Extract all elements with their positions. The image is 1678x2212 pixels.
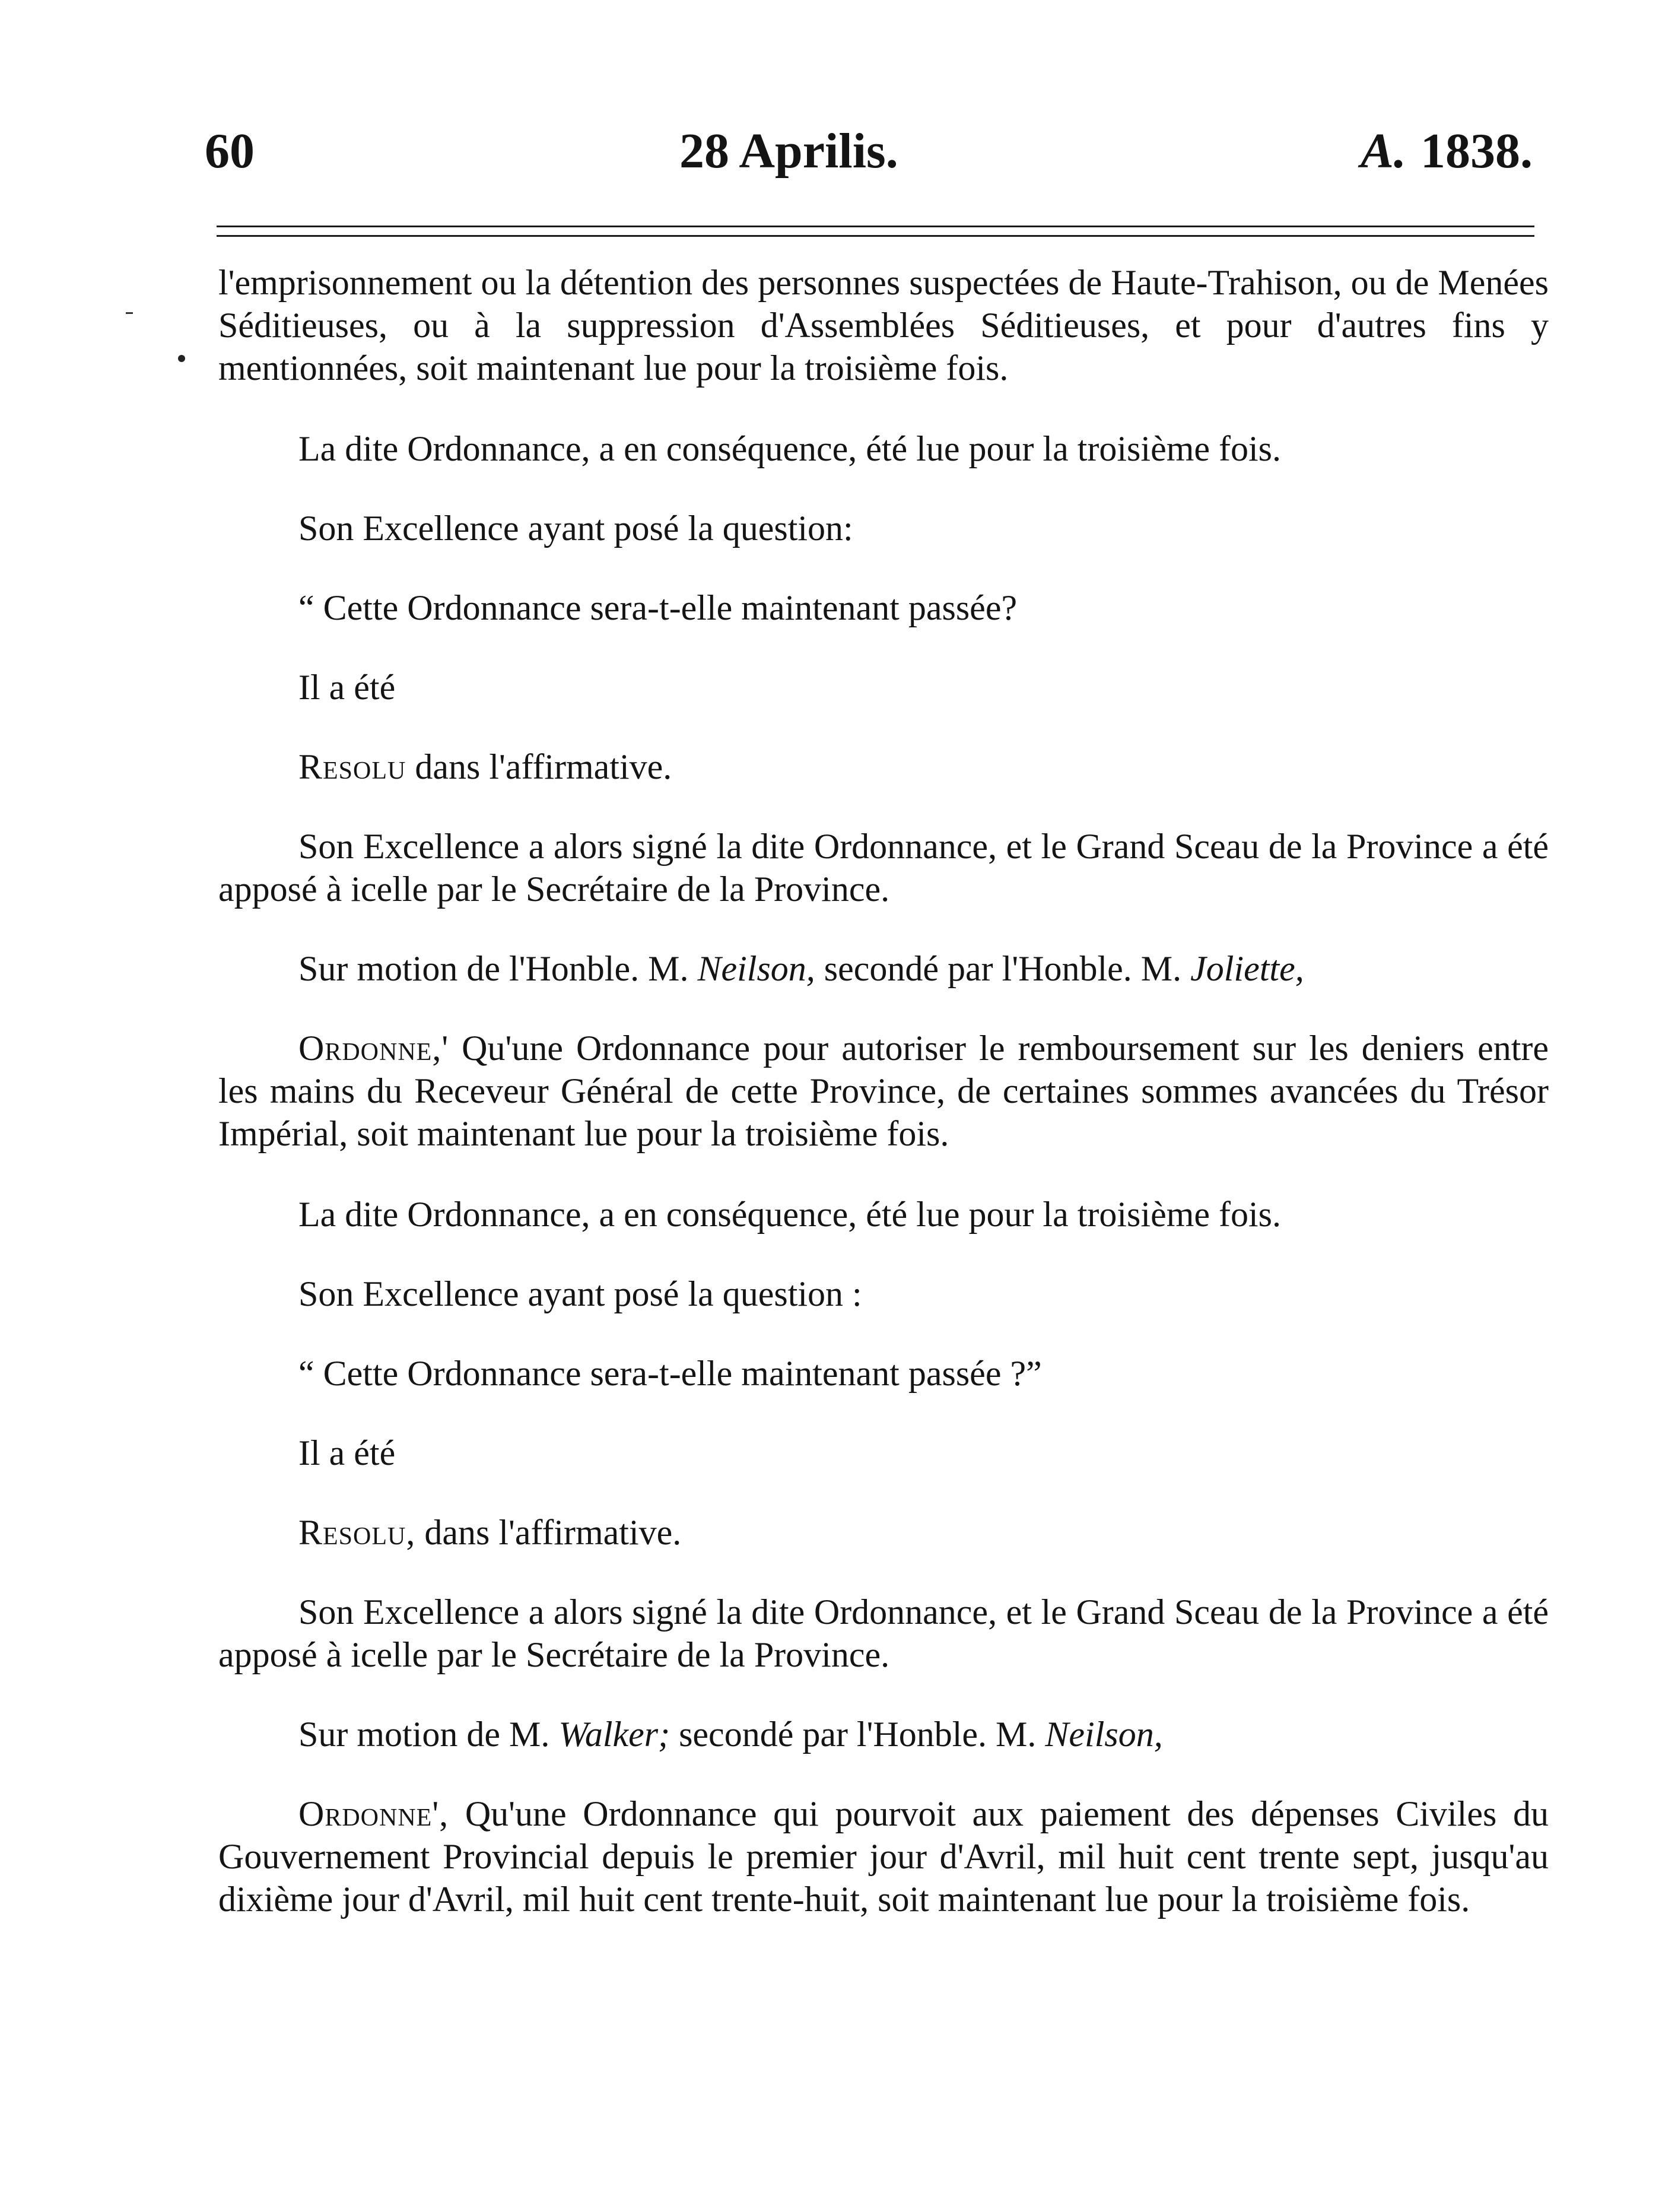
small-caps-term: Resolu,: [298, 1513, 416, 1552]
paragraph: [218, 1713, 1549, 1756]
text-run: Sur motion de M.: [298, 1715, 559, 1754]
text-run: Qu'une Ordonnance pour autoriser le remboursement sur les deniers entre les mains du Receveur Général de cette Province, de certaines sommes avancées du Trésor Impérial, soit maintenant lue pour la troisième fois.: [218, 1029, 1549, 1153]
small-caps-term: Ordonne,': [298, 1029, 449, 1068]
text-run: secondé par l'Honble. M.: [815, 949, 1191, 988]
small-caps-term: Ordonne',: [298, 1794, 449, 1833]
text-run: “ Cette Ordonnance sera-t-elle maintenant passée?: [298, 588, 1018, 627]
paragraph: [218, 745, 1549, 788]
text-run: Il a été: [298, 1433, 396, 1472]
text-run: “ Cette Ordonnance sera-t-elle maintenant passée ?”: [298, 1354, 1042, 1393]
paragraph: [218, 947, 1549, 990]
page-number: 60: [205, 123, 255, 179]
paragraph: [218, 1511, 1549, 1554]
italic-name: Walker;: [558, 1715, 670, 1754]
header-rule-top: [217, 226, 1534, 227]
paragraph: [218, 1027, 1549, 1155]
text-run: secondé par l'Honble. M.: [670, 1715, 1045, 1754]
text-run: dans l'affirmative.: [415, 1513, 682, 1552]
ink-speck: [178, 355, 185, 362]
paragraph: [218, 1792, 1549, 1921]
year-prefix: A.: [1360, 123, 1406, 179]
paragraph: [218, 427, 1549, 470]
text-run: Son Excellence ayant posé la question :: [298, 1274, 862, 1313]
paragraph: [218, 825, 1549, 910]
paragraph: [218, 1352, 1549, 1395]
text-run: dans l'affirmative.: [406, 747, 672, 786]
text-run: Son Excellence a alors signé la dite Ordonnance, et le Grand Sceau de la Province a été apposé à icelle par le Secrétaire de la Province.: [218, 1592, 1549, 1674]
paragraph: [218, 1193, 1549, 1236]
text-run: Sur motion de l'Honble. M.: [298, 949, 698, 988]
header-year: [1361, 113, 1533, 190]
paragraph: [218, 1272, 1549, 1315]
paragraph: [218, 1432, 1549, 1474]
text-run: La dite Ordonnance, a en conséquence, été lue pour la troisième fois.: [298, 1195, 1282, 1234]
text-run: Qu'une Ordonnance qui pourvoit aux paiement des dépenses Civiles du Gouvernement Provincial depuis le premier jour d'Avril, mil huit cent trente sept, jusqu'au dixième jour d'Avril, mil huit cent trente-huit, soit maintenant lue pour la troisième fois.: [218, 1794, 1549, 1919]
text-run: Son Excellence a alors signé la dite Ordonnance, et le Grand Sceau de la Province a été apposé à icelle par le Secrétaire de la Province.: [218, 827, 1549, 909]
page-header: [205, 113, 1533, 190]
text-run: La dite Ordonnance, a en conséquence, été lue pour la troisième fois.: [298, 429, 1282, 468]
paragraph: [218, 586, 1549, 629]
italic-name: Neilson,: [697, 949, 815, 988]
document-body: [218, 261, 1549, 1921]
header-rule-bottom: [217, 235, 1534, 237]
header-date: 28 Aprilis.: [679, 123, 898, 179]
text-run: l'emprisonnement ou la détention des personnes suspectées de Haute-Trahison, ou de Menées Séditieuses, ou à la suppression d'Assemblées Séditieuses, et pour d'autres fins y mentionnées, soit maintenant lue pour la troisième fois.: [218, 263, 1549, 388]
margin-mark: [126, 312, 133, 314]
paragraph: [218, 507, 1549, 550]
small-caps-term: Resolu: [298, 747, 406, 786]
year-value: 1838.: [1420, 123, 1533, 179]
paragraph: [218, 1591, 1549, 1676]
text-run: Il a été: [298, 668, 396, 707]
paragraph: [218, 666, 1549, 709]
paragraph-continuation: [218, 261, 1549, 389]
italic-name: Joliette,: [1190, 949, 1304, 988]
italic-name: Neilson,: [1045, 1715, 1163, 1754]
text-run: Son Excellence ayant posé la question:: [298, 509, 853, 548]
